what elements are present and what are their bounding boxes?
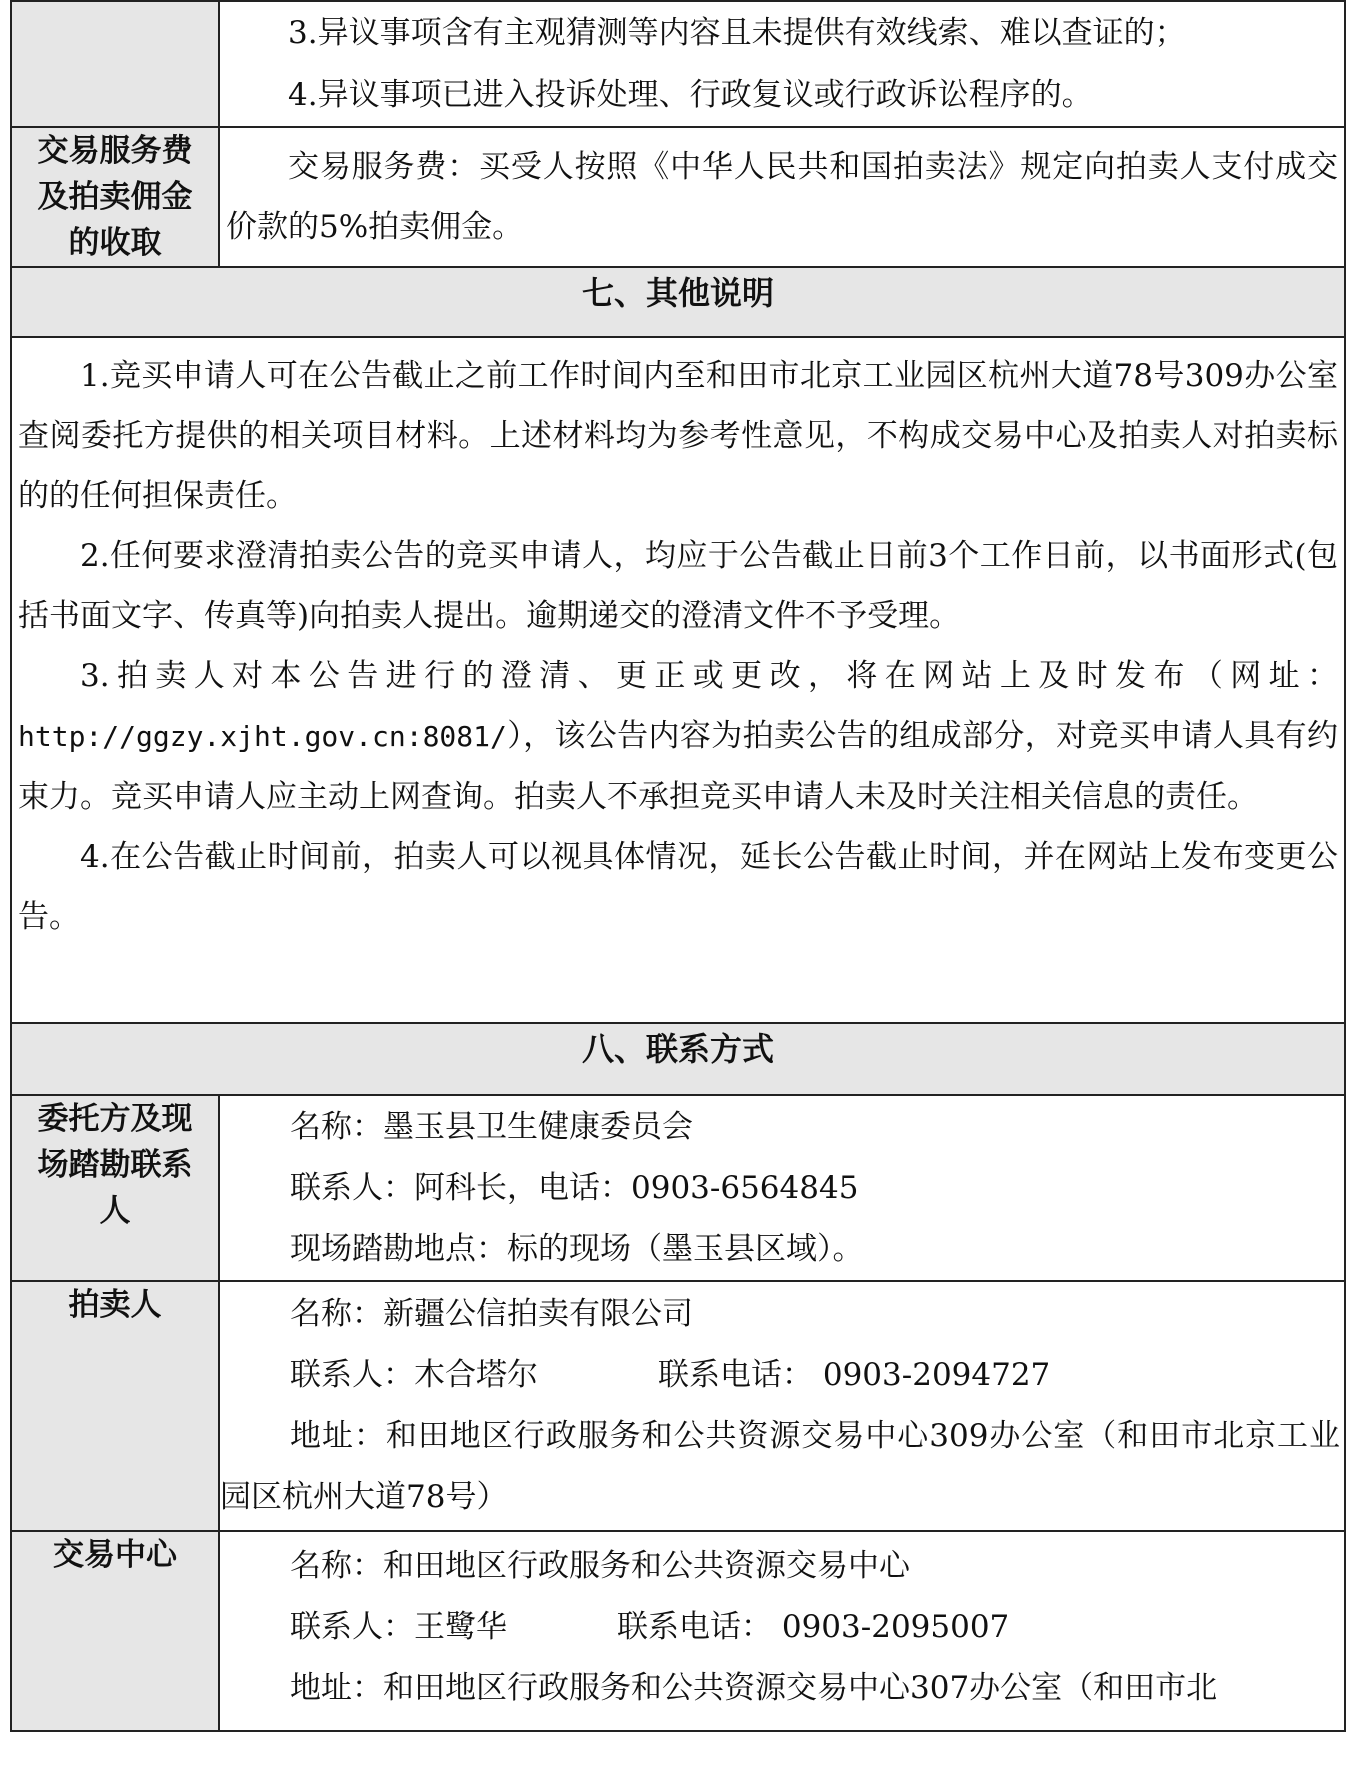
objection-row: [11, 1, 1345, 127]
section7-title: 七、其他说明: [11, 267, 1345, 337]
center-contact-person: 联系人：王鹭华: [290, 1609, 507, 1645]
fee-row: [11, 127, 1345, 267]
auctioneer-row: [11, 1281, 1345, 1531]
announcement-table: [10, 0, 1346, 1732]
objection-item-3: 3.异议事项含有主观猜测等内容且未提供有效线索、难以查证的；: [288, 15, 1186, 51]
section7-body-row: [11, 337, 1345, 1023]
objection-label-cell: [11, 1, 219, 127]
center-name: 名称：和田地区行政服务和公共资源交易中心: [290, 1548, 910, 1584]
website-link[interactable]: http://ggzy.xjht.gov.cn:8081/: [18, 720, 507, 753]
fee-text: 交易服务费：买受人按照《中华人民共和国拍卖法》规定向拍卖人支付成交价款的5%拍卖佣金。: [226, 149, 1338, 245]
section7-paragraph-2: 2.任何要求澄清拍卖公告的竞买申请人，均应于公告截止日前3个工作日前，以书面形式(包括书面文字、传真等)向拍卖人提出。逾期递交的澄清文件不予受理。: [18, 538, 1338, 634]
center-row: [11, 1531, 1345, 1731]
client-row: [11, 1095, 1345, 1281]
fee-label: 交易服务费及拍卖佣金的收取: [11, 127, 219, 267]
center-contact-phone: 联系电话： 0903-2095007: [617, 1609, 1010, 1645]
objection-content-cell: [219, 1, 1345, 127]
client-name: 名称：墨玉县卫生健康委员会: [290, 1108, 693, 1145]
section7-paragraph-4: 4.在公告截止时间前，拍卖人可以视具体情况，延长公告截止时间，并在网站上发布变更公告。: [18, 839, 1338, 935]
auctioneer-address: 地址：和田地区行政服务和公共资源交易中心309办公室（和田市北京工业园区杭州大道78号）: [220, 1418, 1340, 1515]
auctioneer-content-cell: [219, 1281, 1345, 1531]
section7-body-cell: [11, 337, 1345, 1023]
document-page: [10, 0, 1346, 1766]
fee-content-cell: [219, 127, 1345, 267]
auctioneer-name: 名称：新疆公信拍卖有限公司: [290, 1296, 693, 1332]
auctioneer-contact-phone: 联系电话： 0903-2094727: [658, 1357, 1051, 1393]
section7-header-row: [11, 267, 1345, 337]
auctioneer-label: 拍卖人: [11, 1281, 219, 1531]
auctioneer-contact-person: 联系人：木合塔尔: [290, 1357, 538, 1393]
section7-paragraph-3: [12, 646, 1344, 827]
center-contact-line: [220, 1597, 1344, 1658]
client-content-cell: [219, 1095, 1345, 1281]
section8-header-row: [11, 1023, 1345, 1095]
section7-paragraph-1: 1.竞买申请人可在公告截止之前工作时间内至和田市北京工业园区杭州大道78号309办公室查阅委托方提供的相关项目材料。上述材料均为参考性意见，不构成交易中心及拍卖人对拍卖标的的任何担保责任。: [18, 358, 1338, 514]
client-label: 委托方及现场踏勘联系人: [11, 1095, 219, 1281]
section8-title: 八、联系方式: [11, 1023, 1345, 1095]
client-site: 现场踏勘地点：标的现场（墨玉县区域）。: [290, 1230, 864, 1267]
objection-item-4: 4.异议事项已进入投诉处理、行政复议或行政诉讼程序的。: [288, 77, 1093, 113]
center-content-cell: [219, 1531, 1345, 1731]
section7-paragraph-3-tail: ），该公告内容为拍卖公告的组成部分，对竞买申请人具有约束力。竞买申请人应主动上网查询。拍卖人不承担竞买申请人未及时关注相关信息的责任。: [18, 718, 1338, 815]
auctioneer-contact-line: [220, 1345, 1344, 1406]
center-label: 交易中心: [11, 1531, 219, 1731]
section7-paragraph-3-lead: 3.拍卖人对本公告进行的澄清、更正或更改，将在网站上及时发布（网址：: [80, 658, 1338, 694]
center-address: 地址：和田地区行政服务和公共资源交易中心307办公室（和田市北: [290, 1670, 1218, 1706]
client-contact: 联系人：阿科长，电话：0903-6564845: [290, 1169, 859, 1206]
